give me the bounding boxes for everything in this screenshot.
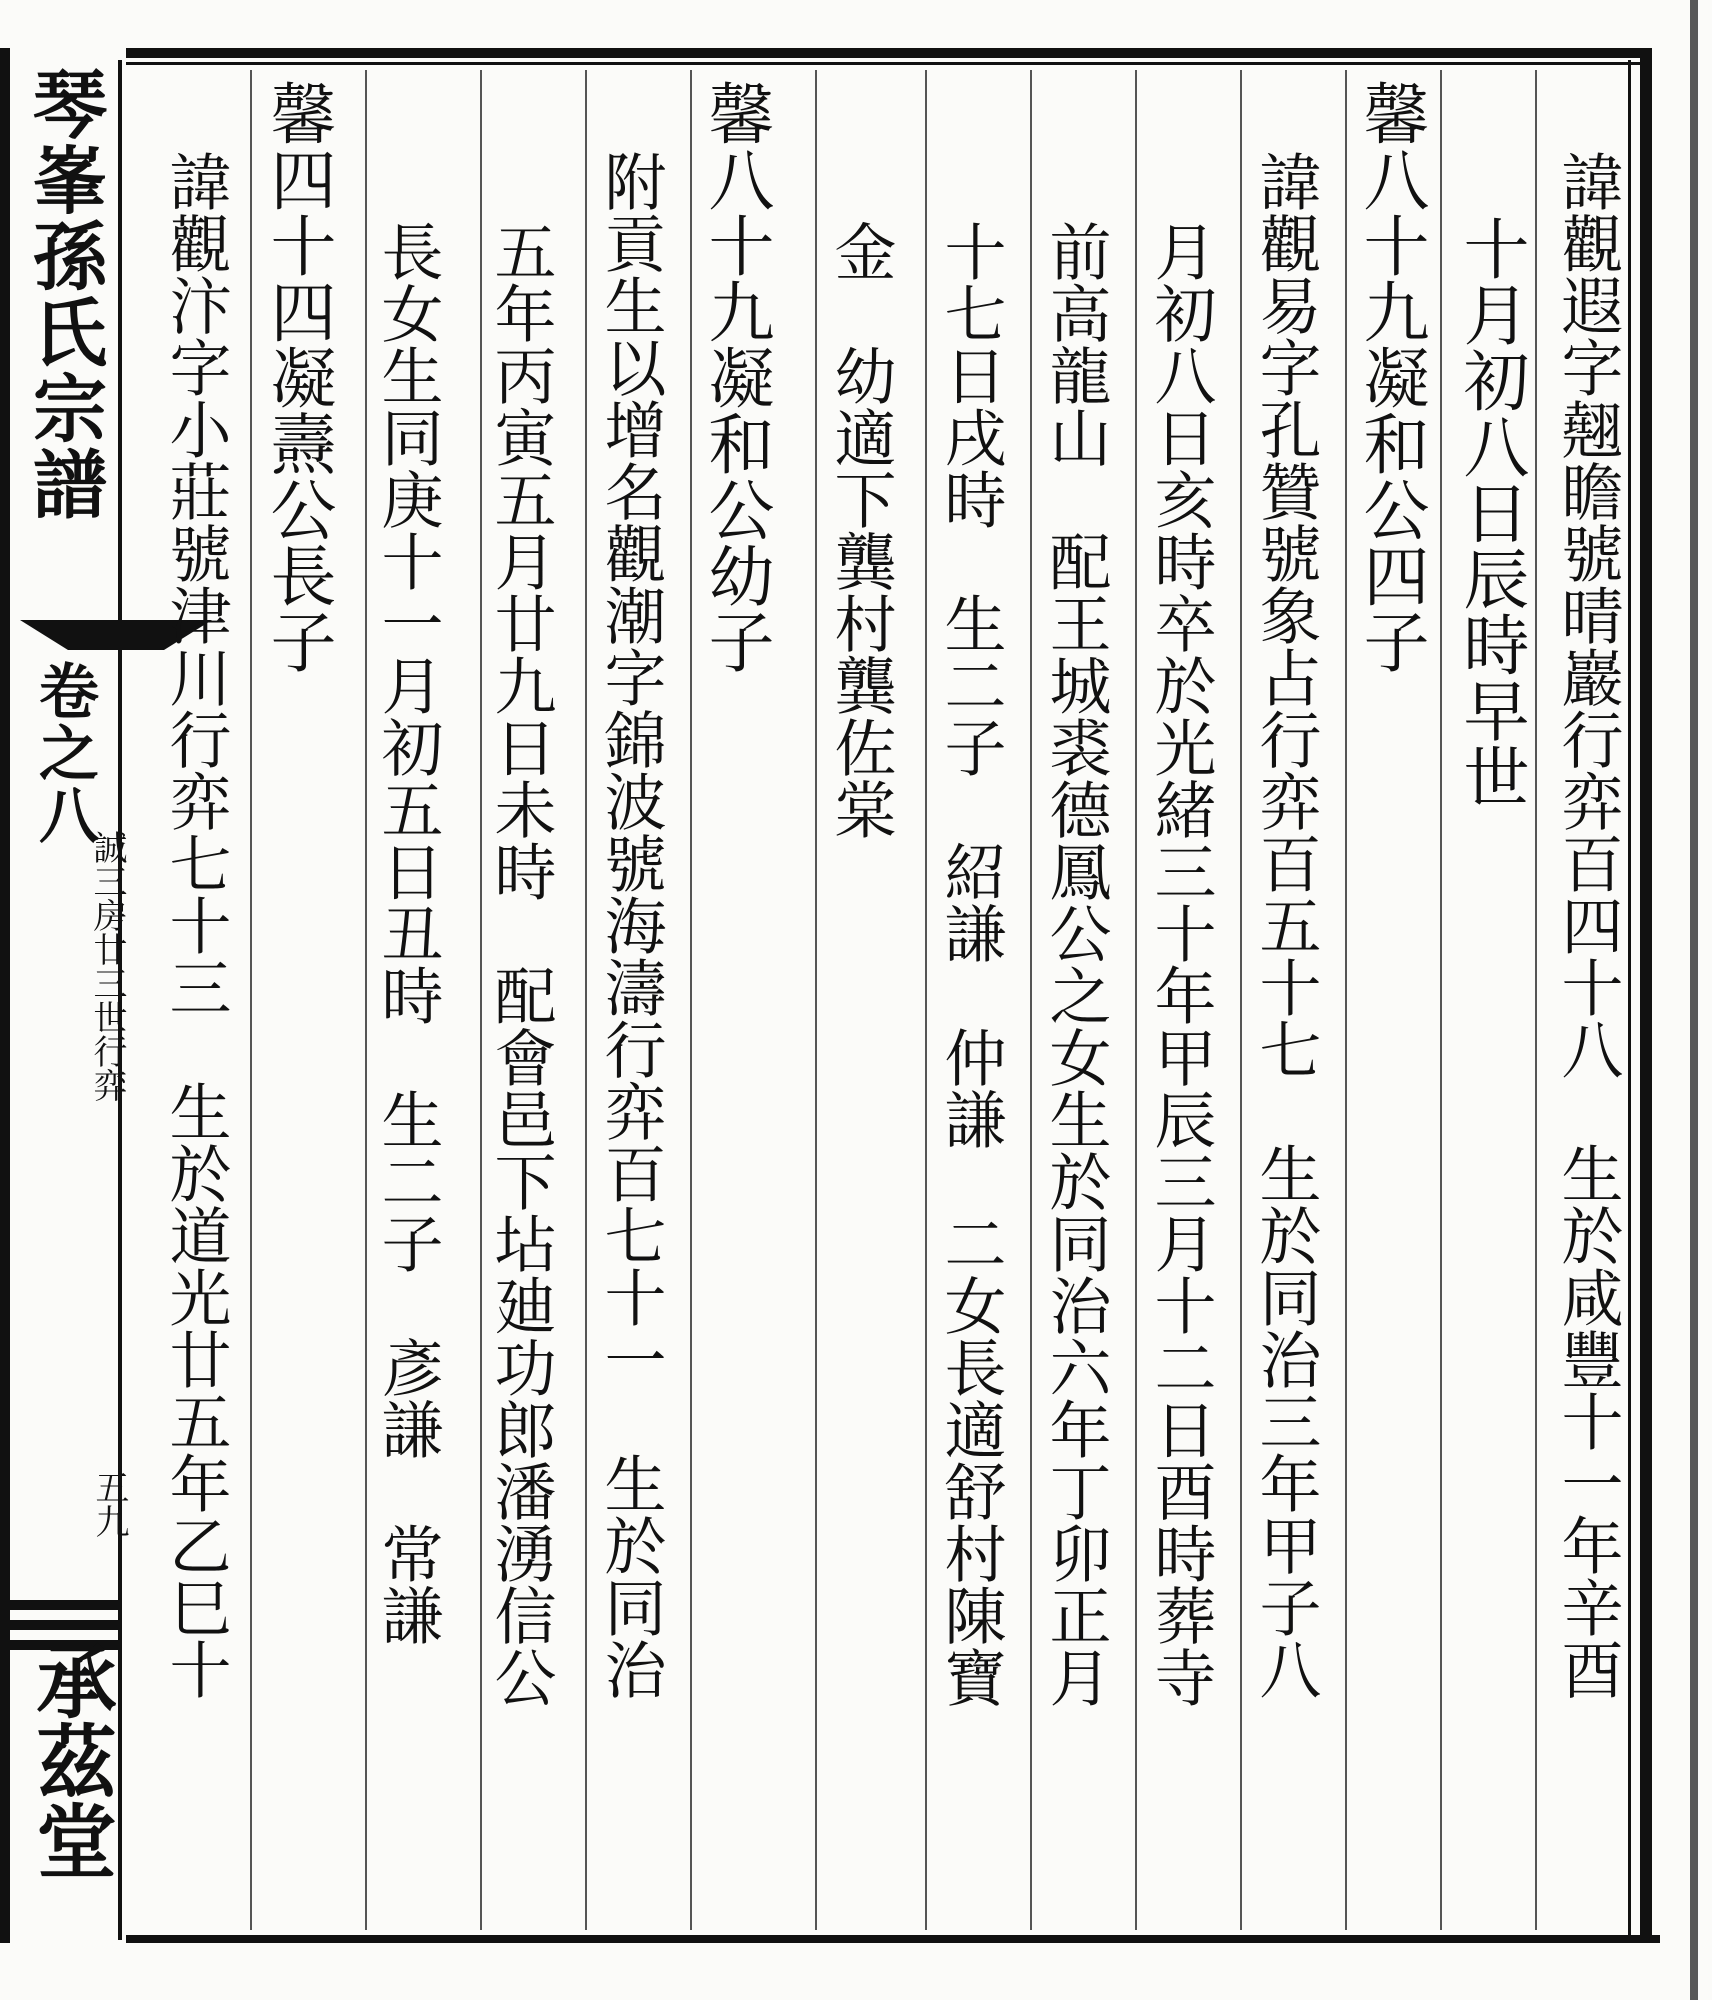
column-rule	[815, 70, 817, 1930]
column-rule	[1440, 70, 1442, 1930]
column-rule	[250, 70, 252, 1930]
frame-right-border	[1640, 48, 1652, 1943]
page-edge	[1690, 0, 1698, 2000]
frame-top-border	[60, 48, 1650, 58]
text-column-3: 馨八十九凝和公四子	[1352, 80, 1429, 674]
page-number: 五九	[89, 1470, 129, 1538]
text-column-8: 金 幼適下龔村龔佐棠	[824, 220, 897, 840]
text-column-14: 諱觀汴字小莊號津川行弈七十三 生於道光廿五年乙巳十	[159, 150, 232, 1700]
text-column-2: 十月初八日辰時早世	[1452, 215, 1529, 809]
spine-left-bar	[0, 48, 10, 1943]
frame-right-inner-border	[1628, 60, 1631, 1940]
column-rule	[1135, 70, 1137, 1930]
text-column-9: 馨八十九凝和公幼子	[697, 80, 774, 674]
text-column-7: 十七日戌時 生二子 紹謙 仲謙 二女長適舒村陳寶	[934, 220, 1007, 1708]
text-column-1: 諱觀遐字翹瞻號晴巖行弈百四十八 生於咸豐十一年辛酉	[1551, 150, 1624, 1700]
book-title: 琴峯孫氏宗譜	[21, 66, 107, 522]
column-rule	[480, 70, 482, 1930]
column-rule	[690, 70, 692, 1930]
column-rule	[365, 70, 367, 1930]
frame-bottom-border	[60, 1935, 1660, 1943]
column-rule	[1240, 70, 1242, 1930]
section-subtitle: 誠三房廿三世行弈	[87, 830, 127, 1102]
text-column-11: 五年丙寅五月廿九日未時 配會邑下坫廸功郎潘湧信公	[484, 220, 557, 1708]
text-column-6: 前高龍山 配王城裘德鳳公之女生於同治六年丁卯正月	[1039, 220, 1112, 1708]
column-rule	[1535, 70, 1537, 1930]
column-rule	[1345, 70, 1347, 1930]
text-column-4: 諱觀易字孔贊號象占行弈百五十七 生於同治三年甲子八	[1249, 150, 1322, 1700]
frame-top-inner-border	[60, 62, 1650, 65]
hall-name: 承茲堂	[23, 1640, 117, 1880]
column-rule	[585, 70, 587, 1930]
text-column-5: 月初八日亥時卒於光緒三十年甲辰三月十二日酉時葬寺	[1144, 220, 1217, 1708]
volume-label: 卷之八	[29, 660, 99, 846]
text-column-12: 長女生同庚十一月初五日丑時 生二子 彥謙 常謙	[371, 220, 444, 1646]
text-column-13: 馨四十四凝燾公長子	[259, 80, 336, 674]
text-column-10: 附貢生以增名觀潮字錦波號海濤行弈百七十一 生於同治	[594, 150, 667, 1700]
column-rule	[1030, 70, 1032, 1930]
column-rule	[925, 70, 927, 1930]
